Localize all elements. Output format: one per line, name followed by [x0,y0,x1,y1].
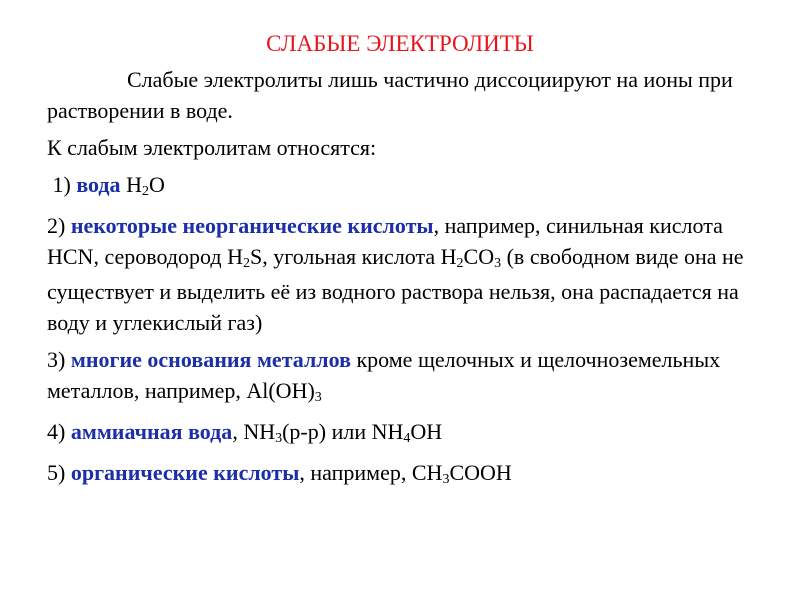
item2-number: 2) [47,213,66,238]
item2-sub-2: 2 [456,256,464,271]
item2-sub-1: 2 [243,256,250,271]
item1-keyword: вода [76,172,121,197]
item4-text-2: (р-р) или NH [282,419,404,444]
item1-formula [126,172,165,197]
item5-text-1: , например, CH [299,460,443,485]
item2-text-2: S, угольная кислота H [250,244,457,269]
item4-keyword: аммиачная вода [70,419,233,444]
item4-number: 4) [47,419,66,444]
item2-text-4: (в свободном виде она не существует и выделить её из водного раствора нельзя, она распадается на воду и углекислый газ) [47,244,744,335]
item5-keyword: органические кислоты [70,460,300,485]
item3-keyword: многие основания металлов [70,347,351,372]
list-item-2 [47,210,777,338]
item5-text-2: COOH [449,460,512,485]
list-item-1 [47,169,777,204]
item5-number: 5) [47,460,66,485]
intro-paragraph: Слабые электролиты лишь частично диссоциируют на ионы при растворении в воде. [47,67,733,123]
item3-sub-1: 3 [314,390,322,405]
item2-text-1: , например, синильная кислота HCN, сероводород H [47,213,723,269]
item4-sub-1: 3 [275,431,283,446]
item5-sub-1: 3 [442,472,450,487]
item4-text-3: OH [410,419,443,444]
item2-keyword: некоторые неорганические кислоты [70,213,434,238]
item2-sub-3: 3 [494,256,502,271]
item2-text-3: CO [463,244,495,269]
list-item-5 [47,457,777,492]
item1-formula-end: O [148,172,165,197]
item3-number: 3) [47,347,66,372]
list-item-4 [47,416,777,451]
item1-formula-sub: 2 [141,184,149,199]
item1-number: 1) [52,172,71,197]
list-item-3 [47,344,777,410]
slide-body [47,64,777,498]
item3-text-1: кроме щелочных и щелочноземельных металлов, например, Al(OH) [47,347,721,403]
slide-title: СЛАБЫЕ ЭЛЕКТРОЛИТЫ [266,31,534,56]
item1-formula-part: H [126,172,142,197]
item4-text-1: , NH [232,419,276,444]
item4-sub-2: 4 [403,431,411,446]
list-heading: К слабым электролитам относятся: [47,135,377,160]
